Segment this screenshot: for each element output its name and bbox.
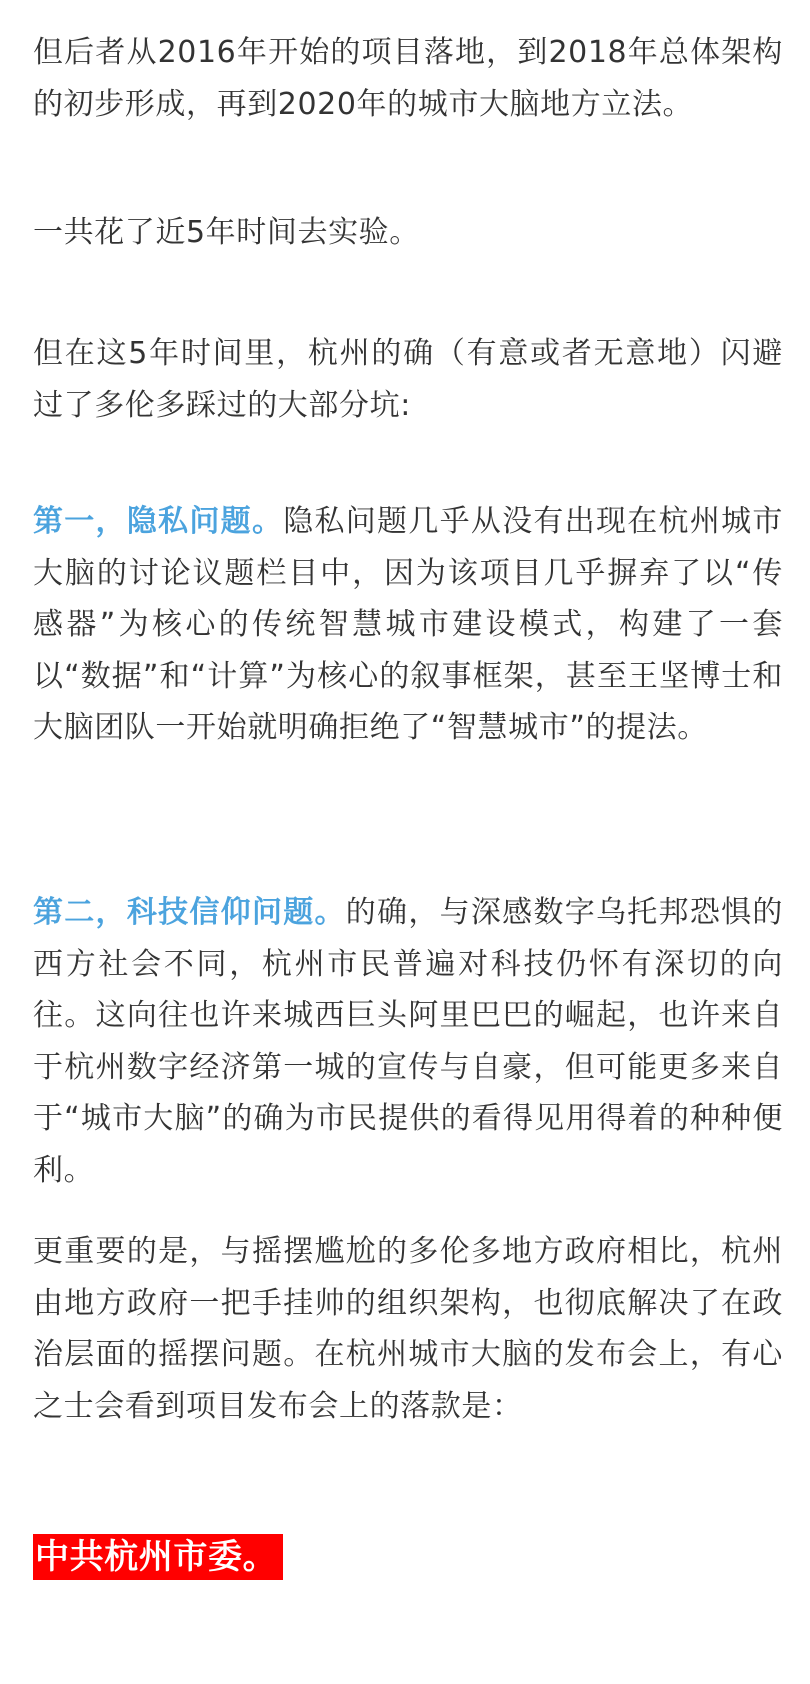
paragraph-tech-faith xyxy=(33,887,783,1196)
paragraph-signature xyxy=(33,1533,283,1585)
tech-faith-body: 的确，与深感数字乌托邦恐惧的西方社会不同，杭州市民普遍对科技仍怀有深切的向往。这向往也许来城西巨头阿里巴巴的崛起，也许来自于杭州数字经济第一城的宣传与自豪，但可能更多来自于“城市大脑”的确为市民提供的看得见用得着的种种便利。 xyxy=(33,895,783,1188)
paragraph-avoided-pitfalls: 但在这5年时间里，杭州的确（有意或者无意地）闪避过了多伦多踩过的大部分坑: xyxy=(33,336,783,423)
paragraph-political: 更重要的是，与摇摆尴尬的多伦多地方政府相比，杭州由地方政府一把手挂帅的组织架构，也彻底解决了在政治层面的摇摆问题。在杭州城市大脑的发布会上，有心之士会看到项目发布会上的落款是： xyxy=(33,1234,783,1424)
tech-faith-heading: 第二，科技信仰问题。 xyxy=(33,895,346,930)
paragraph-privacy xyxy=(33,496,783,754)
privacy-heading: 第一，隐私问题。 xyxy=(33,504,284,539)
privacy-body: 隐私问题几乎从没有出现在杭州城市大脑的讨论议题栏目中，因为该项目几乎摒弃了以“传感器”为核心的传统智慧城市建设模式，构建了一套以“数据”和“计算”为核心的叙事框架，甚至王坚博士和大脑团队一开始就明确拒绝了“智慧城市”的提法。 xyxy=(33,504,783,745)
paragraph-timeline: 但后者从2016年开始的项目落地，到2018年总体架构的初步形成，再到2020年的城市大脑地方立法。 xyxy=(33,35,783,122)
signature-highlight: 中共杭州市委。 xyxy=(33,1534,283,1580)
paragraph-experiment: 一共花了近5年时间去实验。 xyxy=(33,215,420,250)
